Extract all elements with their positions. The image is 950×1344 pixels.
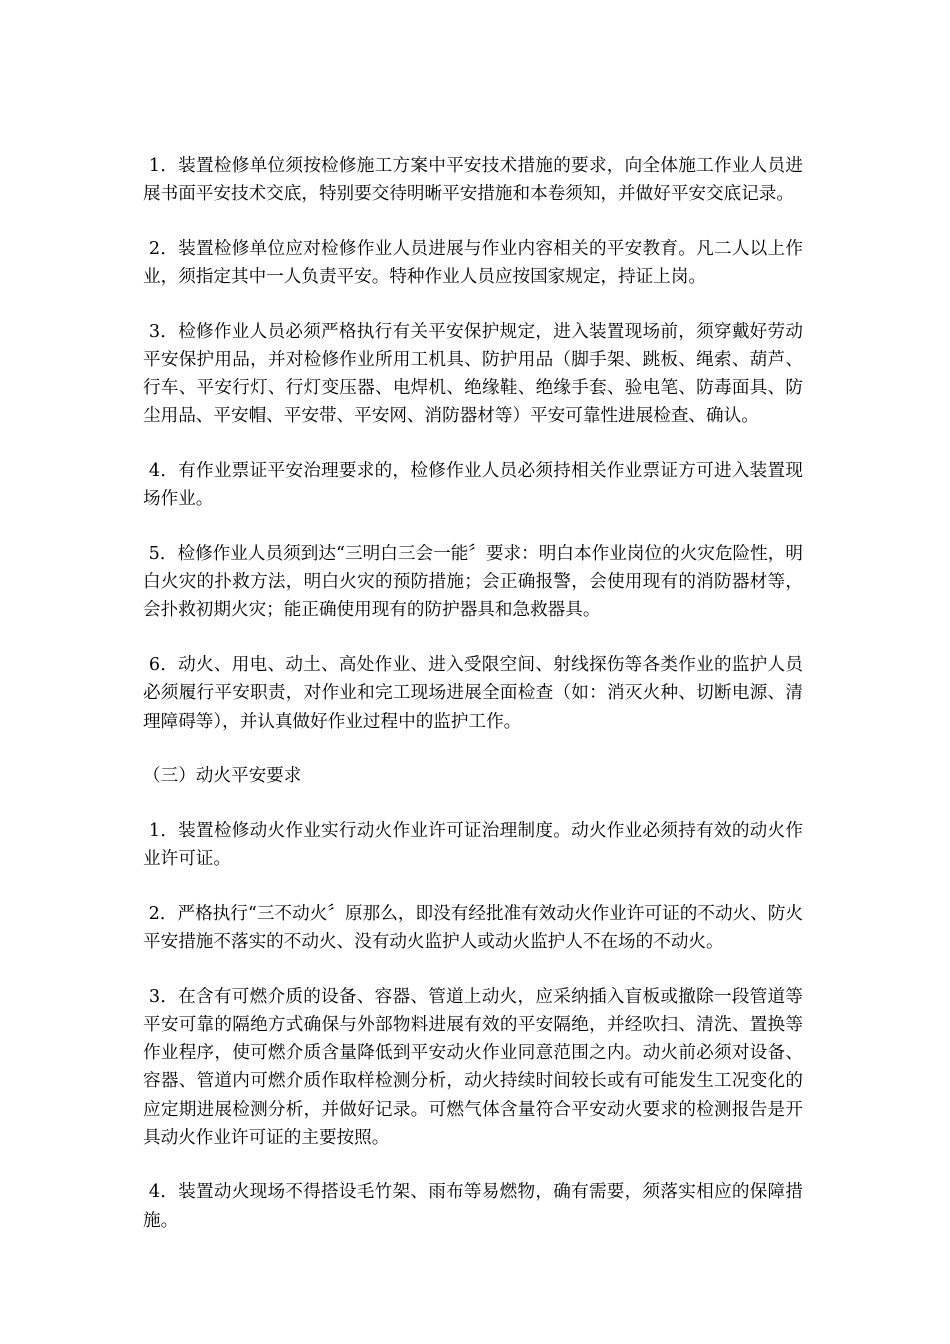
fire-paragraph-item-2: 2．严格执行“三不动火〞原那么，即没有经批准有效动火作业许可证的不动火、防火平安措施不落实的不动火、没有动火监护人或动火监护人不在场的不动火。 xyxy=(143,903,803,953)
paragraph-item-3: 3．检修作业人员必须严格执行有关平安保护规定，进入装置现场前，须穿戴好劳动平安保护用品，并对检修作业所用工机具、防护用品（脚手架、跳板、绳索、葫芦、行车、平安行灯、行灯变压器、电焊机、绝缘鞋、绝缘手套、验电笔、防毒面具、防尘用品、平安帽、平安带、平安网、消防器材等）平安可靠性进展检查、确认。 xyxy=(143,321,803,427)
paragraph-item-6: 6．动火、用电、动土、高处作业、进入受限空间、射线探伤等各类作业的监护人员必须履行平安职责，对作业和完工现场进展全面检查（如：消灭火种、切断电源、清理障碍等），并认真做好作业过程中的监护工作。 xyxy=(143,655,803,732)
fire-paragraph-item-3: 3．在含有可燃介质的设备、容器、管道上动火，应采纳插入盲板或撤除一段管道等平安可靠的隔绝方式确保与外部物料进展有效的平安隔绝，并经吹扫、清洗、置换等作业程序，使可燃介质含量降低到平安动火作业同意范围之内。动火前必须对设备、容器、管道内可燃介质作取样检测分析，动火持续时间较长或有可能发生工况变化的应定期进展检测分析，并做好记录。可燃气体含量符合平安动火要求的检测报告是开具动火作业许可证的主要按照。 xyxy=(143,986,803,1148)
fire-paragraph-item-4: 4．装置动火现场不得搭设毛竹架、雨布等易燃物，确有需要，须落实相应的保障措施。 xyxy=(143,1182,803,1231)
paragraph-item-1: 1．装置检修单位须按检修施工方案中平安技术措施的要求，向全体施工作业人员进展书面平安技术交底，特别要交待明晰平安措施和本卷须知，并做好平安交底记录。 xyxy=(143,156,803,205)
document-page xyxy=(143,152,803,1261)
paragraph-item-4: 4．有作业票证平安治理要求的，检修作业人员必须持相关作业票证方可进入装置现场作业。 xyxy=(143,461,803,510)
paragraph-item-5: 5．检修作业人员须到达“三明白三会一能〞要求：明白本作业岗位的火灾危险性，明白火灾的扑救方法，明白火灾的预防措施；会正确报警，会使用现有的消防器材等，会扑救初期火灾；能正确使用现有的防护器具和急救器具。 xyxy=(143,544,803,621)
fire-paragraph-item-1: 1．装置检修动火作业实行动火作业许可证治理制度。动火作业必须持有效的动火作业许可证。 xyxy=(143,820,803,870)
paragraph-item-2: 2．装置检修单位应对检修作业人员进展与作业内容相关的平安教育。凡二人以上作业，须指定其中一人负责平安。特种作业人员应按国家规定，持证上岗。 xyxy=(143,238,803,288)
section-heading: （三）动火平安要求 xyxy=(143,766,302,787)
